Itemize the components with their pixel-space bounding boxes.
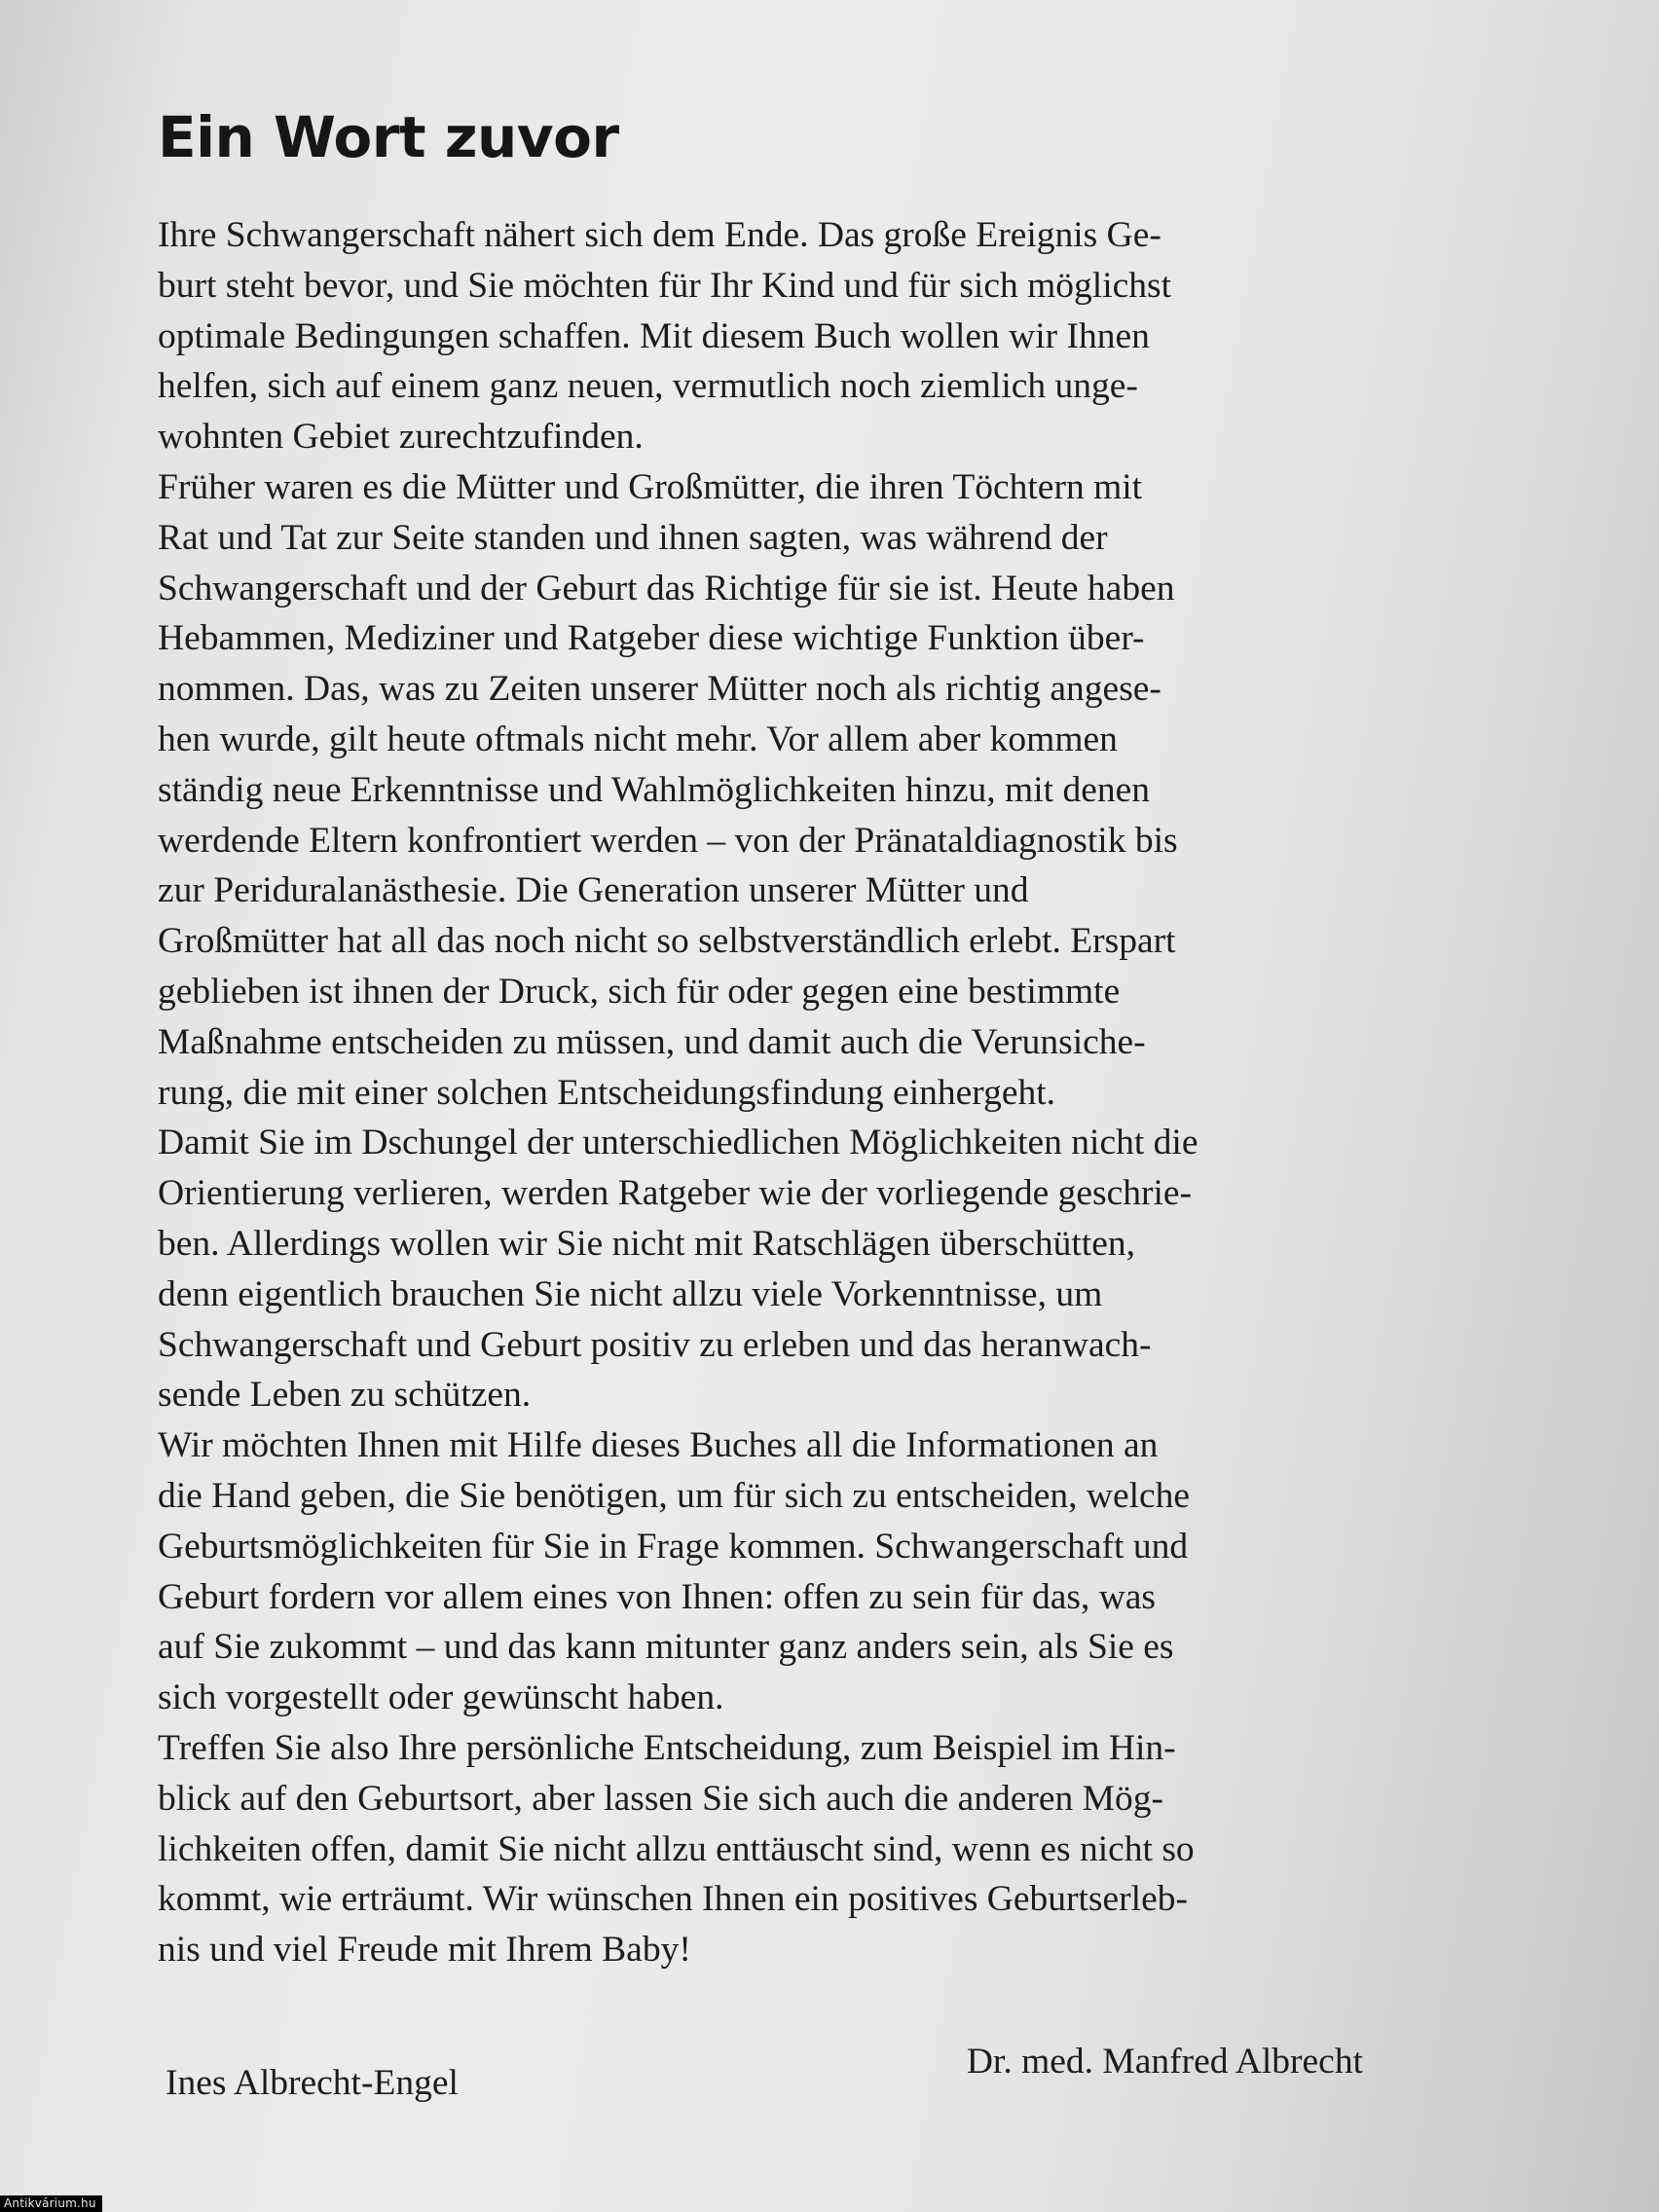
text-line: Orientierung verlieren, werden Ratgeber wie der vorliegende geschrie-	[158, 1173, 1193, 1214]
text-line: kommt, wie erträumt. Wir wünschen Ihnen ein positives Geburtserleb-	[158, 1879, 1188, 1920]
text-line: Wir möchten Ihnen mit Hilfe dieses Buches all die Informationen an	[158, 1425, 1159, 1466]
text-line: sende Leben zu schützen.	[158, 1375, 532, 1416]
document-page	[158, 104, 1363, 2103]
text-line: nommen. Das, was zu Zeiten unserer Mütter noch als richtig angese-	[158, 669, 1161, 710]
text-line: Hebammen, Mediziner und Ratgeber diese wichtige Funktion über-	[158, 618, 1145, 659]
text-line: blick auf den Geburtsort, aber lassen Sie sich auch die anderen Mög-	[158, 1778, 1163, 1819]
body-text	[158, 210, 1355, 1975]
text-line: Treffen Sie also Ihre persönliche Entscheidung, zum Beispiel im Hin-	[158, 1727, 1176, 1768]
text-line: auf Sie zukommt – und das kann mitunter ganz anders sein, als Sie es	[158, 1627, 1174, 1668]
text-line: die Hand geben, die Sie benötigen, um für sich zu entscheiden, welche	[158, 1475, 1191, 1516]
text-line: geblieben ist ihnen der Druck, sich für oder gegen eine bestimmte	[158, 971, 1121, 1012]
text-line: nis und viel Freude mit Ihrem Baby!	[158, 1930, 691, 1971]
text-line: Geburt fordern vor allem eines von Ihnen: offen zu sein für das, was	[158, 1576, 1157, 1617]
text-line: denn eigentlich brauchen Sie nicht allzu viele Vorkenntnisse, um	[158, 1273, 1103, 1314]
text-line: Schwangerschaft und der Geburt das Richtige für sie ist. Heute haben	[158, 568, 1175, 608]
text-line: sich vorgestellt oder gewünscht haben.	[158, 1677, 724, 1718]
text-line: optimale Bedingungen schaffen. Mit diesem Buch wollen wir Ihnen	[158, 315, 1150, 356]
text-line: ben. Allerdings wollen wir Sie nicht mit Ratschlägen überschütten,	[158, 1223, 1135, 1264]
text-line: helfen, sich auf einem ganz neuen, vermutlich noch ziemlich unge-	[158, 366, 1138, 407]
text-line: Schwangerschaft und Geburt positiv zu erleben und das heranwach-	[158, 1324, 1152, 1365]
watermark-label: Antikvárium.hu	[0, 2195, 102, 2212]
text-line: ständig neue Erkenntnisse und Wahlmöglichkeiten hinzu, mit denen	[158, 769, 1150, 810]
text-line: rung, die mit einer solchen Entscheidungsfindung einhergeht.	[158, 1072, 1056, 1113]
text-line: Ihre Schwangerschaft nähert sich dem Ende. Das große Ereignis Ge-	[158, 215, 1161, 255]
text-line: Großmütter hat all das noch nicht so selbstverständlich erlebt. Erspart	[158, 921, 1176, 962]
text-line: burt steht bevor, und Sie möchten für Ihr Kind und für sich möglichst	[158, 265, 1172, 306]
text-line: lichkeiten offen, damit Sie nicht allzu enttäuscht sind, wenn es nicht so	[158, 1828, 1195, 1869]
author-signature-right: Dr. med. Manfred Albrecht	[966, 2042, 1363, 2082]
text-line: wohnten Gebiet zurechtzufinden.	[158, 417, 644, 458]
author-signature-left: Ines Albrecht-Engel	[166, 2063, 459, 2103]
text-line: Rat und Tat zur Seite standen und ihnen sagten, was während der	[158, 517, 1108, 558]
text-line: Geburtsmöglichkeiten für Sie in Frage kommen. Schwangerschaft und	[158, 1526, 1189, 1567]
text-line: werdende Eltern konfrontiert werden – von der Pränataldiagnostik bis	[158, 820, 1178, 861]
text-line: hen wurde, gilt heute oftmals nicht mehr. Vor allem aber kommen	[158, 719, 1118, 759]
text-line: Maßnahme entscheiden zu müssen, und damit auch die Verunsiche-	[158, 1021, 1146, 1062]
text-line: Damit Sie im Dschungel der unterschiedlichen Möglichkeiten nicht die	[158, 1123, 1198, 1163]
page-title: Ein Wort zuvor	[158, 104, 619, 170]
text-line: zur Periduralanästhesie. Die Generation unserer Mütter und	[158, 870, 1029, 911]
text-line: Früher waren es die Mütter und Großmütter, die ihren Töchtern mit	[158, 466, 1143, 507]
